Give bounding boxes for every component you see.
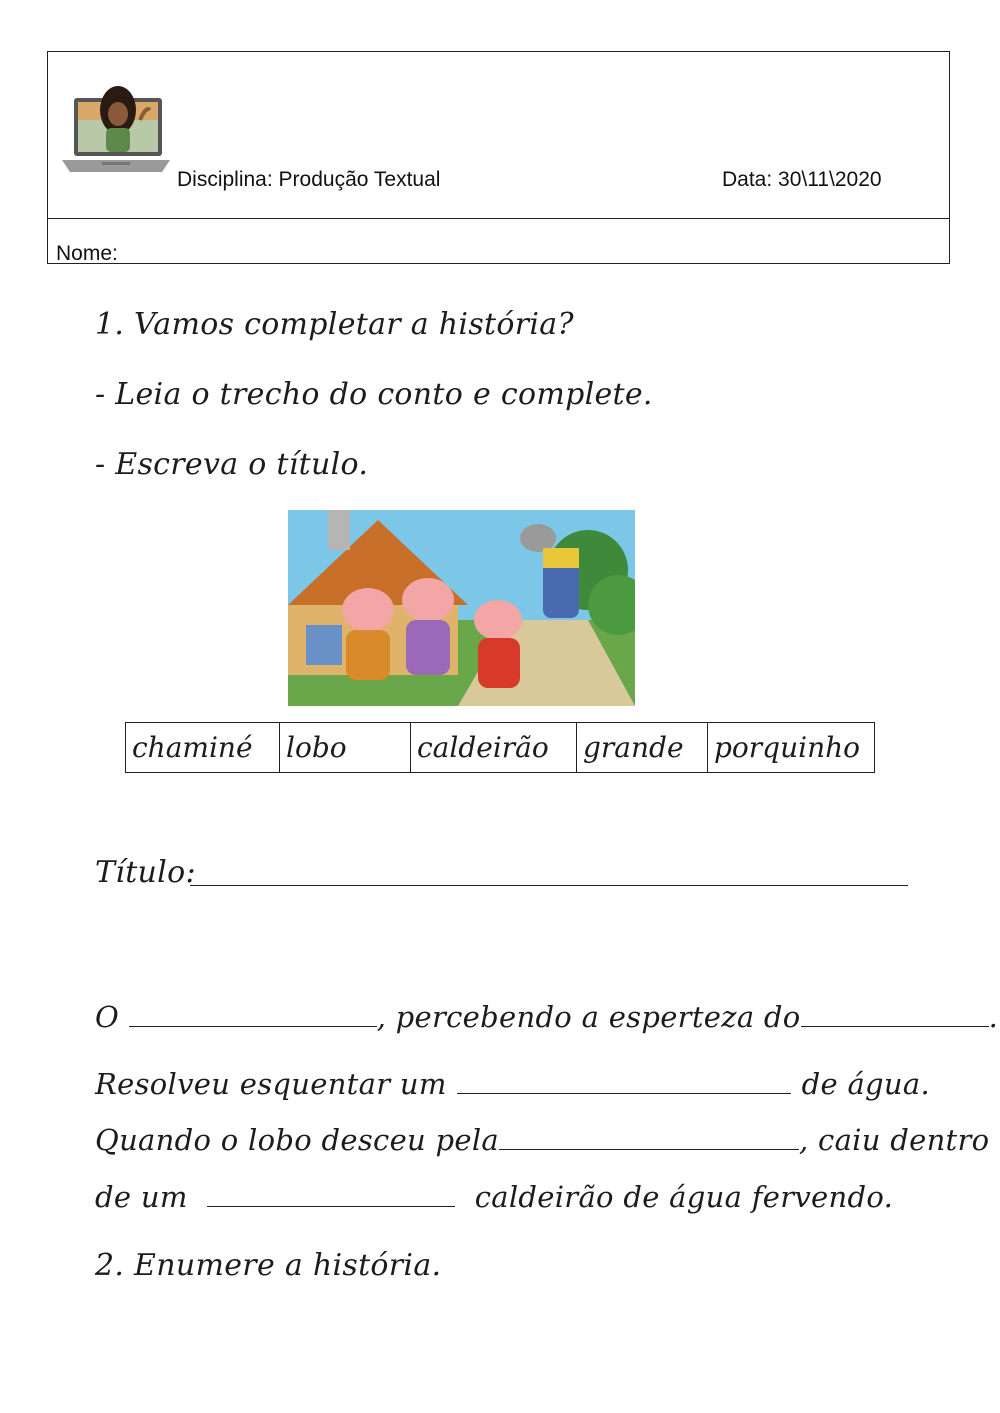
story-text: , percebendo a esperteza do <box>376 1000 801 1034</box>
fill-blank[interactable] <box>457 1071 791 1094</box>
header-divider <box>48 218 949 219</box>
word-bank-item: lobo <box>280 723 411 773</box>
question-2-title: 2. Enumere a história. <box>95 1248 442 1283</box>
question-1-title: 1. Vamos completar a história? <box>95 307 574 342</box>
word-bank-item: chaminé <box>126 723 280 773</box>
fill-blank[interactable] <box>129 1004 377 1027</box>
story-line-3 <box>95 1123 990 1157</box>
story-text: O <box>95 1000 120 1034</box>
teacher-laptop-icon <box>62 80 170 184</box>
story-text: Quando o lobo desceu pela <box>95 1123 500 1157</box>
word-bank-item: porquinho <box>708 723 875 773</box>
three-little-pigs-illustration <box>288 510 635 706</box>
discipline-label: Disciplina: Produção Textual <box>177 168 441 191</box>
fill-blank[interactable] <box>801 1004 989 1027</box>
header-box <box>47 51 950 264</box>
story-text: caldeirão de água fervendo. <box>474 1180 894 1214</box>
fill-blank[interactable] <box>207 1184 455 1207</box>
fill-blank[interactable] <box>499 1127 799 1150</box>
story-text: . <box>988 1000 999 1034</box>
story-line-2 <box>95 1067 930 1101</box>
story-line-1 <box>95 1000 999 1034</box>
title-label: Título: <box>95 855 196 890</box>
title-blank-line[interactable] <box>190 885 908 886</box>
instruction-title: - Escreva o título. <box>95 447 369 482</box>
word-bank <box>125 722 875 773</box>
name-label: Nome: <box>56 242 118 265</box>
story-text: de água. <box>801 1067 930 1101</box>
instruction-read: - Leia o trecho do conto e complete. <box>95 377 653 412</box>
word-bank-item: grande <box>577 723 708 773</box>
story-line-4 <box>95 1180 893 1214</box>
story-text: Resolveu esquentar um <box>95 1067 447 1101</box>
story-text: , caiu dentro <box>799 1123 990 1157</box>
date-label: Data: 30\11\2020 <box>722 168 882 191</box>
story-text: de um <box>95 1180 188 1214</box>
word-bank-item: caldeirão <box>411 723 577 773</box>
